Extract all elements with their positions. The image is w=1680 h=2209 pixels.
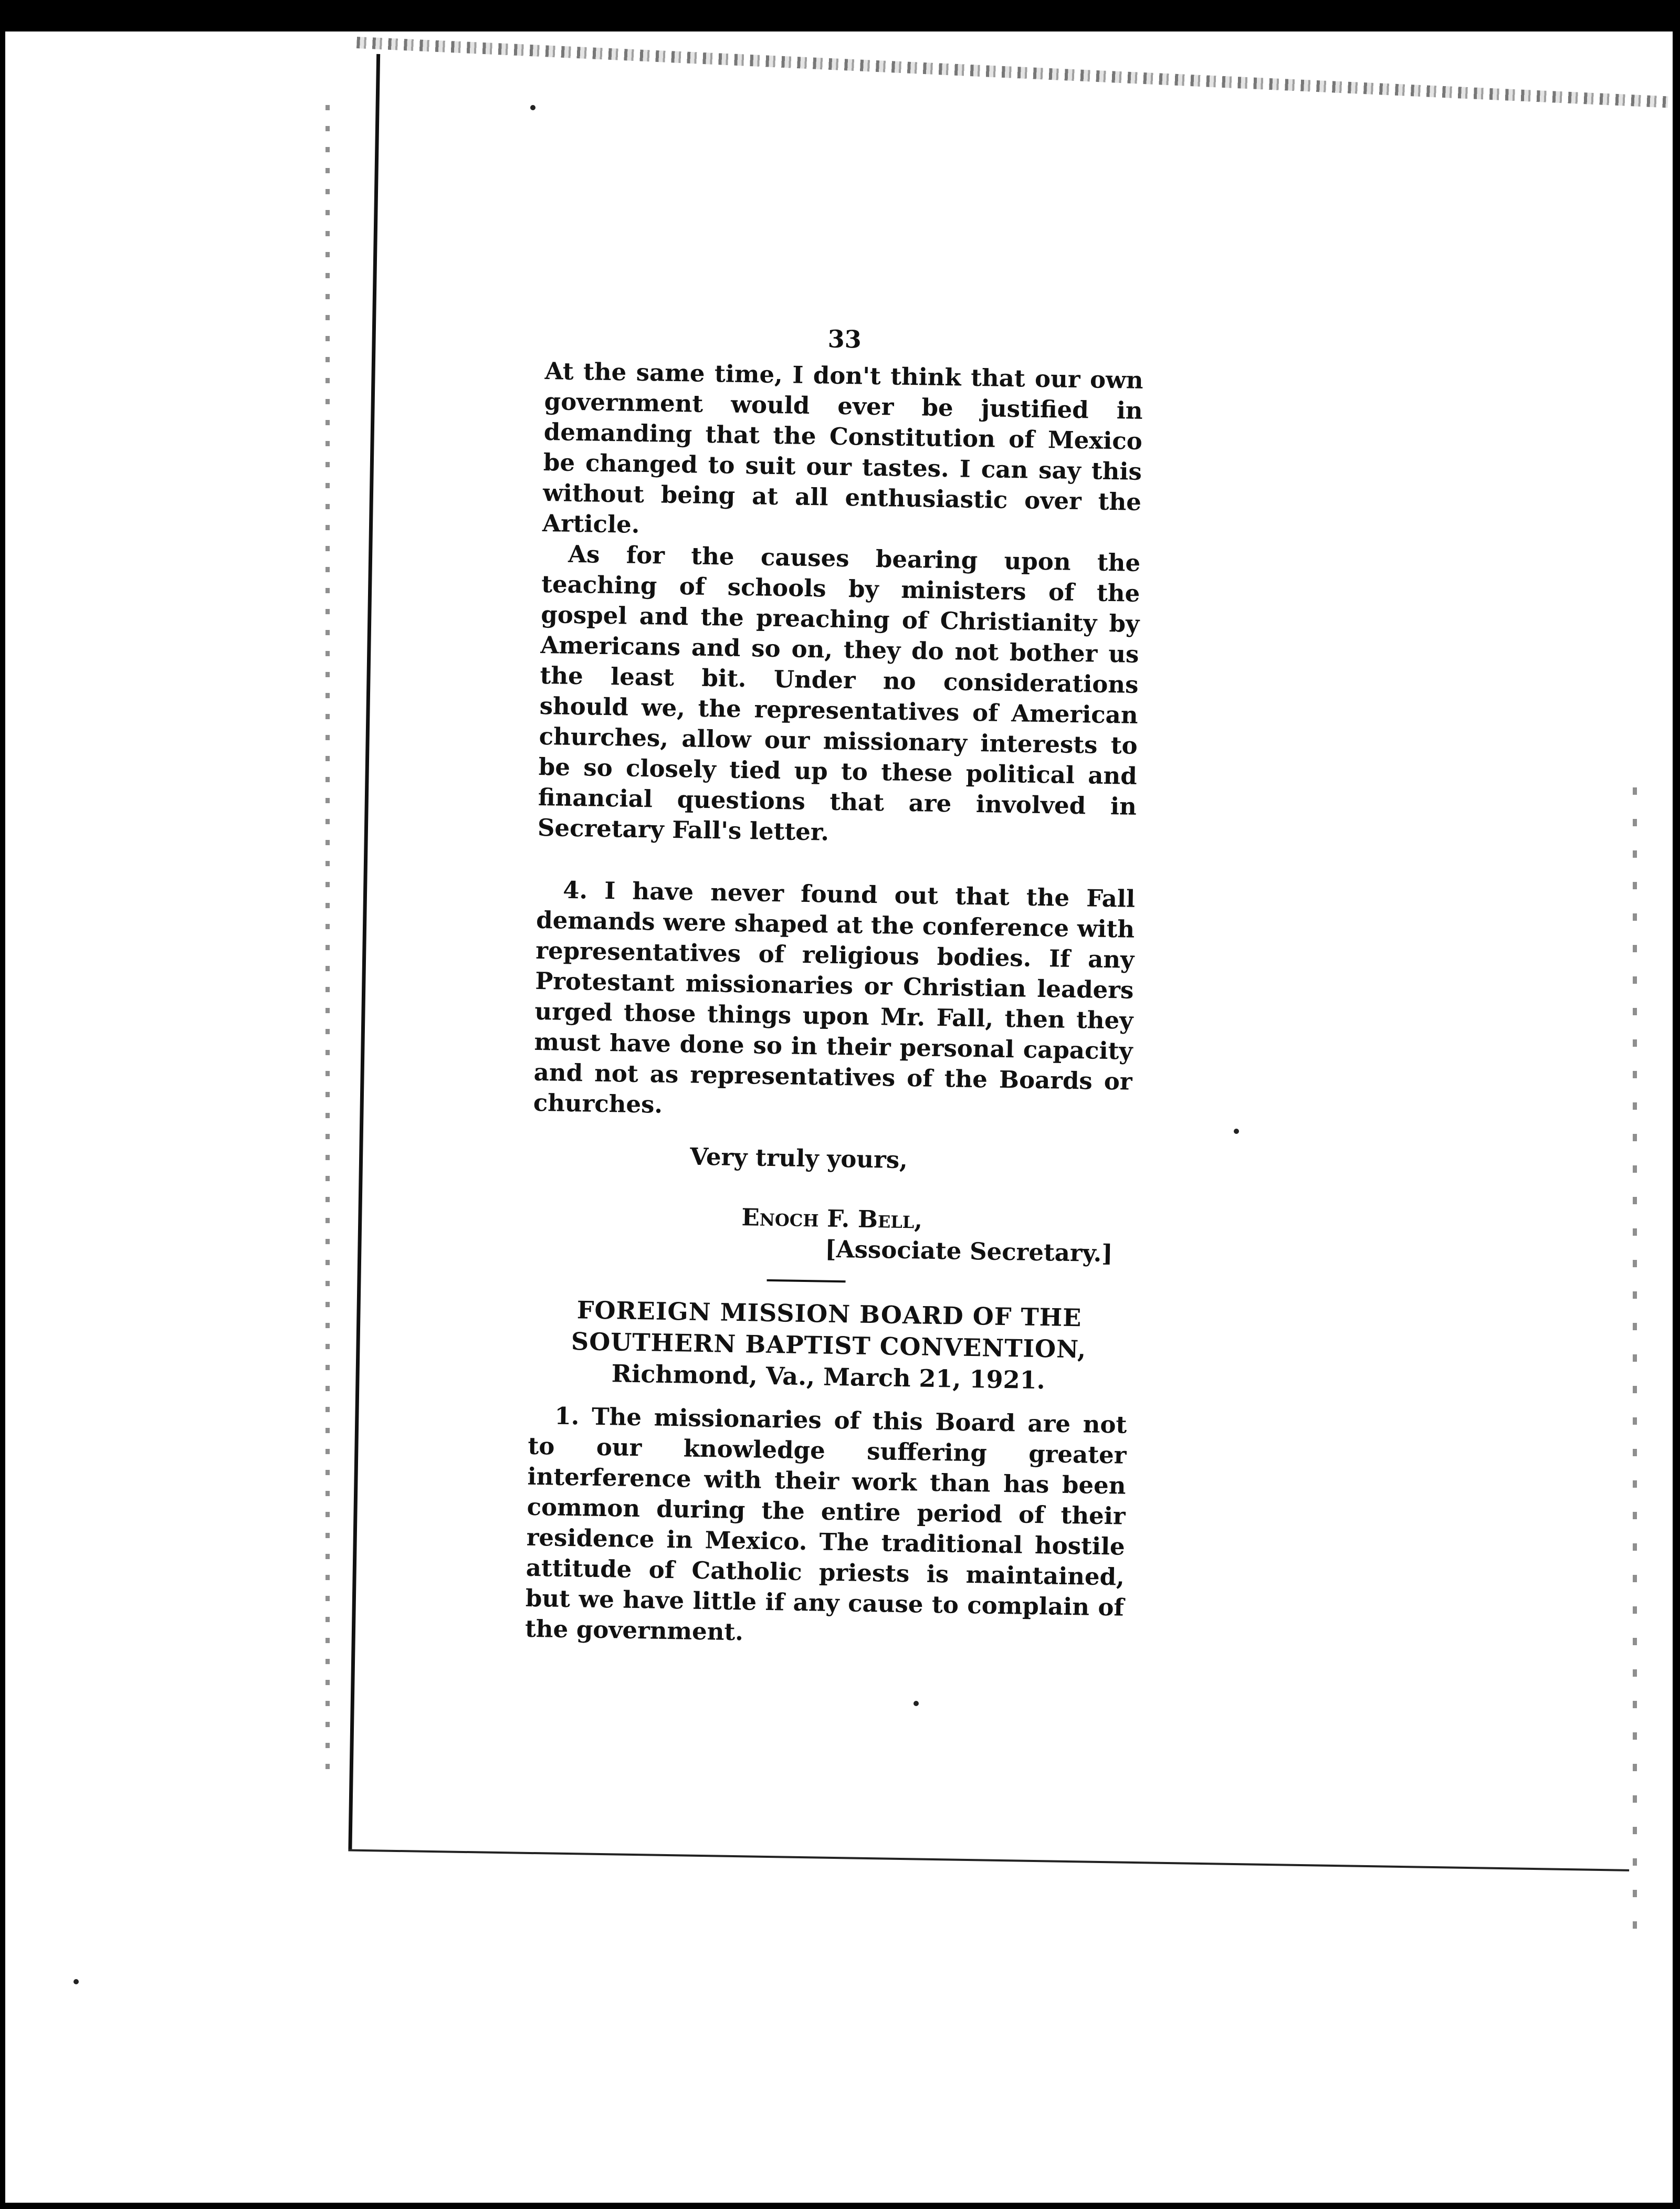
heading-line-2: SOUTHERN BAPTIST CONVENTION,: [571, 1327, 1087, 1364]
scan-speck: [74, 1979, 79, 1984]
heading-line-1: FOREIGN MISSION BOARD OF THE: [576, 1296, 1082, 1332]
letter-closing: Very truly yours,: [689, 1142, 908, 1174]
signer-title: [Associate Secretary.]: [825, 1235, 1113, 1268]
heading-place-date: Richmond, Va., March 21, 1921.: [611, 1359, 1046, 1395]
page-edge-left: [348, 54, 380, 1849]
paragraph-3: 4. I have never found out that the Fall demands were shaped at the conference with representatives of religious bodies. If any Protestant missionaries or Christian leaders urged those things upon Mr. Fall, then they must have done so in their personal capacity and not as representatives of the Boards or churches.: [533, 876, 1136, 1119]
scan-bottom-border: [0, 2203, 1680, 2209]
signer-name: Enoch F. Bell,: [741, 1203, 923, 1234]
board-heading: [529, 1293, 1129, 1397]
scan-right-border: [1673, 0, 1680, 2209]
document-page: [248, 42, 1631, 1890]
paragraph-1: At the same time, I don't think that our own government would ever be justified in demanding that the Constitution of Mexico be changed to suit our tastes. I can say this without being at all enthusiastic over the Article.: [542, 357, 1143, 539]
scan-top-border: [0, 0, 1680, 31]
page-edge-bottom: [348, 1849, 1629, 1871]
paragraph-4: 1. The missionaries of this Board are not to our knowledge suffering greater interference with their work than has been common during the entire period of their residence in Mexico. The traditional hostile attitude of Catholic priests is maintained, but we have little if any cause to complain of the government.: [524, 1402, 1127, 1646]
scan-noise-right: [1633, 787, 1637, 1942]
section-divider: [767, 1279, 846, 1282]
scan-left-border: [0, 0, 5, 2209]
page-number: 33: [827, 324, 862, 354]
paragraph-2: As for the causes bearing upon the teaching of schools by ministers of the gospel and the preaching of Christianity by Americans and so on, they do not bother us the least bit. Under no considerations should we, the representatives of American churches, allow our missionary interests to be so closely tied up to these political and financial questions that are involved in Secretary Fall's letter.: [537, 540, 1141, 846]
page-content: [525, 319, 1144, 1654]
